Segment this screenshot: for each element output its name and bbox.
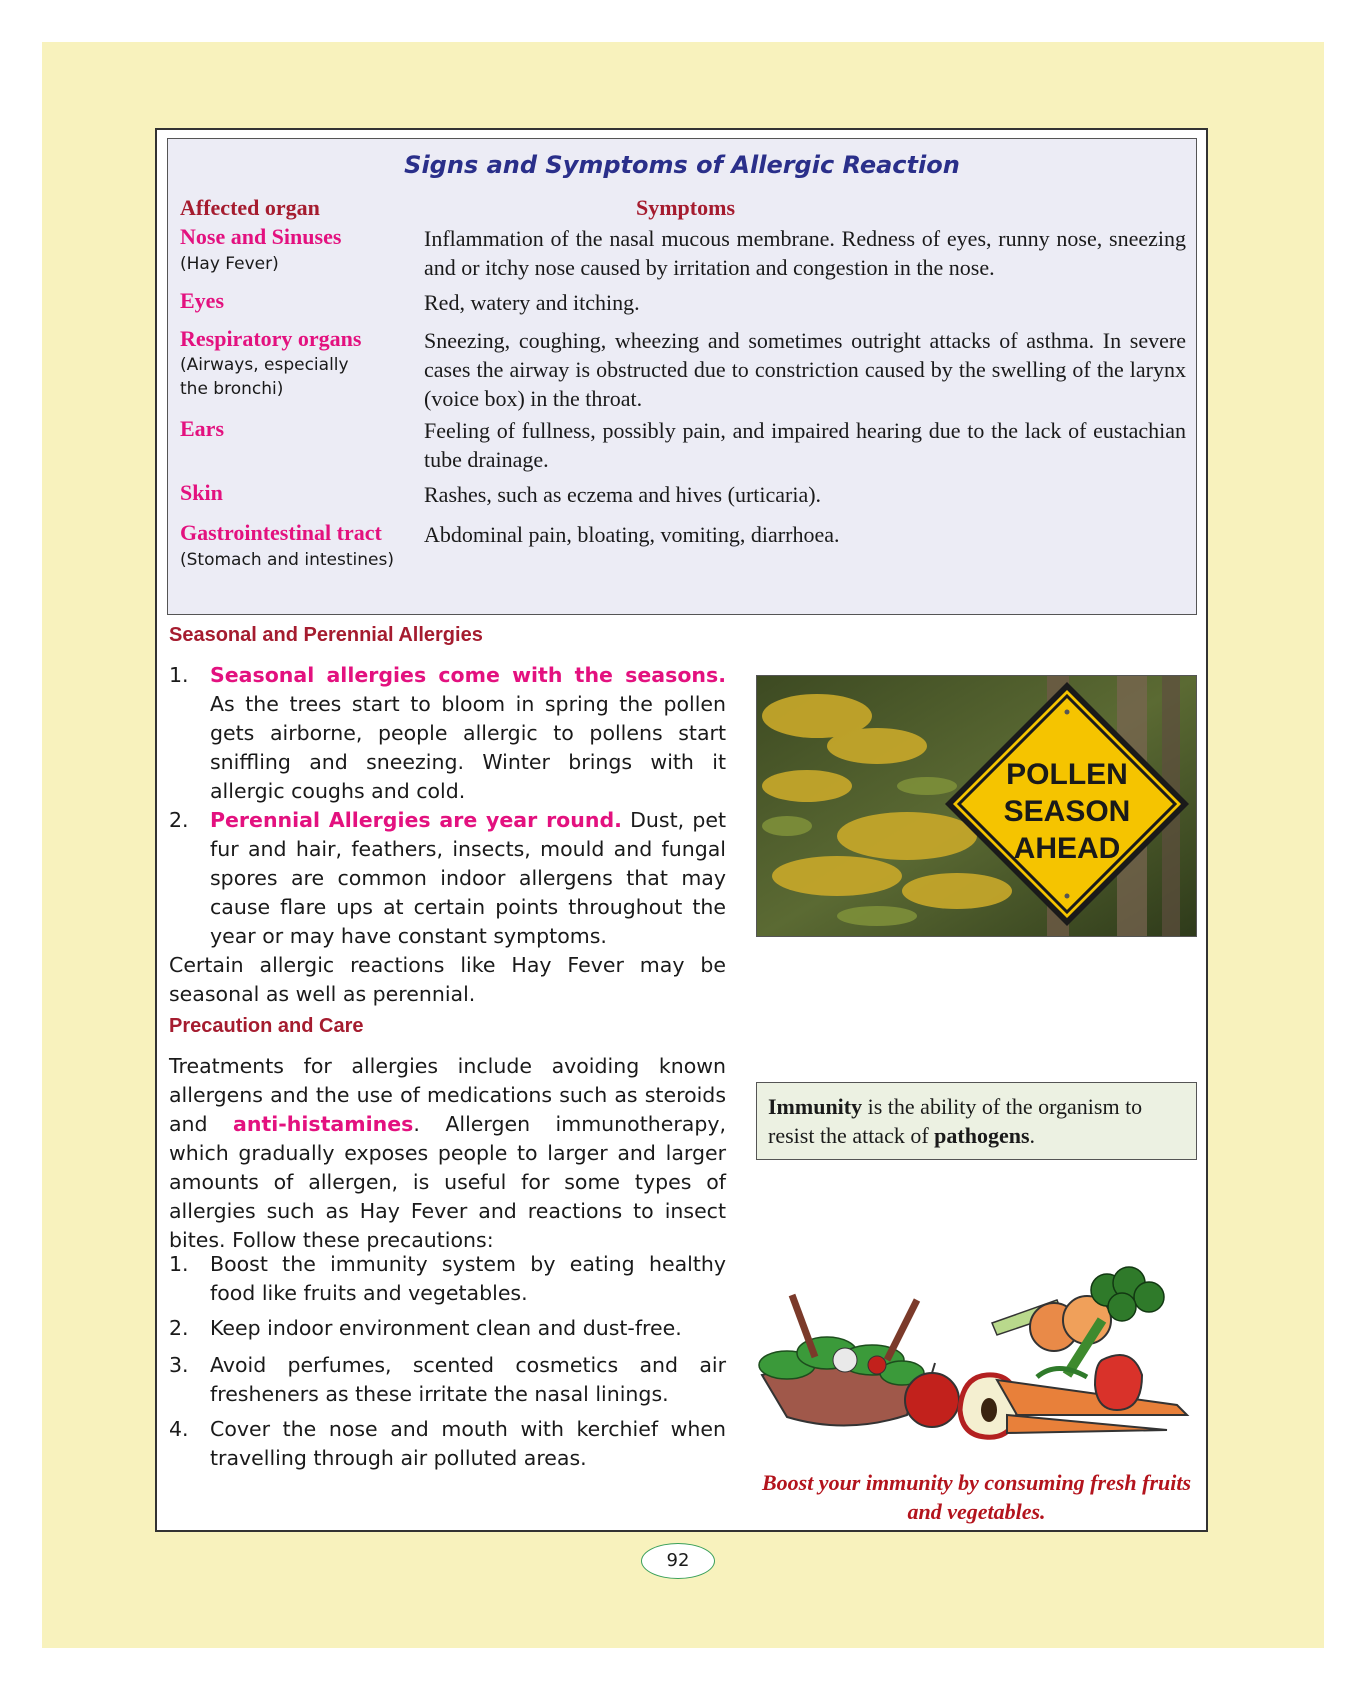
pollen-photo-illustration — [757, 676, 1197, 937]
column-header-symptoms: Symptoms — [636, 195, 736, 220]
organ-name: Eyes — [180, 288, 224, 313]
list-item — [169, 1314, 726, 1343]
symptoms-table — [167, 138, 1197, 615]
list-number: 2. — [169, 808, 189, 832]
item-text: Keep indoor environment clean and dust-free. — [210, 1316, 682, 1340]
symptom-text: Feeling of fullness, possibly pain, and impaired hearing due to the lack of eustachian tube drainage. — [424, 418, 1186, 472]
sign-line-3: AHEAD — [1013, 832, 1121, 865]
list-number: 4. — [169, 1417, 189, 1441]
sign-line-1: POLLEN — [1006, 758, 1128, 791]
organ-name: Gastrointestinal tract — [180, 520, 382, 545]
list-item — [169, 806, 726, 951]
precaution-paragraph — [169, 1052, 726, 1255]
list-number: 1. — [169, 1252, 189, 1276]
paragraph-text: Treatments for allergies include avoiding known allergens and the use of medications such as steroids and — [169, 1054, 726, 1136]
column-header-organ: Affected organ — [180, 195, 320, 220]
immunity-definition-box — [756, 1082, 1197, 1160]
content-frame — [155, 128, 1208, 1532]
symptom-text: Sneezing, coughing, wheezing and sometimes outright attacks of asthma. In severe cases the airway is obstructed due to constriction caused by the swelling of the larynx (voice box) in the throat. — [424, 328, 1186, 411]
item-text: Avoid perfumes, scented cosmetics and air fresheners as these irritate the nasal linings. — [210, 1353, 726, 1406]
item-text: As the trees start to bloom in spring the pollen gets airborne, people allergic to pollens start sniffling and sneezing. Winter brings with it allergic coughs and cold. — [210, 692, 726, 803]
illustration-caption: Boost your immunity by consuming fresh fruits and vegetables. — [761, 1470, 1192, 1524]
list-number: 2. — [169, 1316, 189, 1340]
term-pathogens: pathogens — [934, 1123, 1030, 1148]
list-number: 1. — [169, 663, 189, 687]
symptom-text: Inflammation of the nasal mucous membrane. Redness of eyes, runny nose, sneezing and or itchy nose caused by irritation and congestion in the nose. — [424, 226, 1186, 280]
table-title: Signs and Symptoms of Allergic Reaction — [404, 151, 960, 179]
section-heading-seasonal: Seasonal and Perennial Allergies — [169, 624, 483, 646]
organ-subtitle: (Airways, especially the bronchi) — [180, 355, 349, 399]
page-number: 92 — [641, 1543, 715, 1579]
organ-name: Nose and Sinuses — [180, 224, 342, 249]
symptom-text: Red, watery and itching. — [424, 290, 640, 315]
pollen-season-photo — [756, 675, 1197, 937]
list-item — [169, 1415, 726, 1473]
definition-end: . — [1029, 1123, 1036, 1148]
organ-subtitle: (Stomach and intestines) — [180, 550, 394, 570]
organ-subtitle: (Hay Fever) — [180, 254, 279, 274]
section-heading-precaution: Precaution and Care — [169, 1015, 364, 1037]
highlight-text: Seasonal allergies come with the seasons. — [210, 663, 726, 687]
definition-text: is the ability of the organism to resist the attack of — [768, 1094, 1143, 1148]
fruits-vegetables-illustration — [757, 1265, 1197, 1467]
sign-line-2: SEASON — [1003, 795, 1131, 828]
item-text: Boost the immunity system by eating healthy food like fruits and vegetables. — [210, 1252, 726, 1305]
item-text: Dust, pet fur and hair, feathers, insects, mould and fungal spores are common indoor allergens that may cause flare ups at certain points throughout the year or may have constant symptoms. — [210, 808, 726, 948]
symptom-text: Rashes, such as eczema and hives (urticaria). — [424, 482, 822, 507]
highlight-text: anti-histamines — [233, 1112, 414, 1136]
symptom-text: Abdominal pain, bloating, vomiting, diarrhoea. — [424, 522, 840, 547]
list-number: 3. — [169, 1353, 189, 1377]
organ-name: Skin — [180, 480, 223, 505]
list-item — [169, 1351, 726, 1409]
highlight-text: Perennial Allergies are year round. — [210, 808, 622, 832]
list-item — [169, 1250, 726, 1308]
list-item — [169, 661, 726, 806]
item-text: Cover the nose and mouth with kerchief when travelling through air polluted areas. — [210, 1417, 726, 1470]
organ-name: Ears — [180, 416, 224, 441]
term-immunity: Immunity — [768, 1094, 863, 1119]
seasonal-note: Certain allergic reactions like Hay Fever may be seasonal as well as perennial. — [169, 953, 726, 1006]
paragraph-text: . Allergen immunotherapy, which gradually exposes people to larger and larger amounts of allergen, is useful for some types of allergies such as Hay Fever and reactions to insect bites. Follow these precautions: — [169, 1112, 726, 1252]
organ-name: Respiratory organs — [180, 326, 362, 351]
